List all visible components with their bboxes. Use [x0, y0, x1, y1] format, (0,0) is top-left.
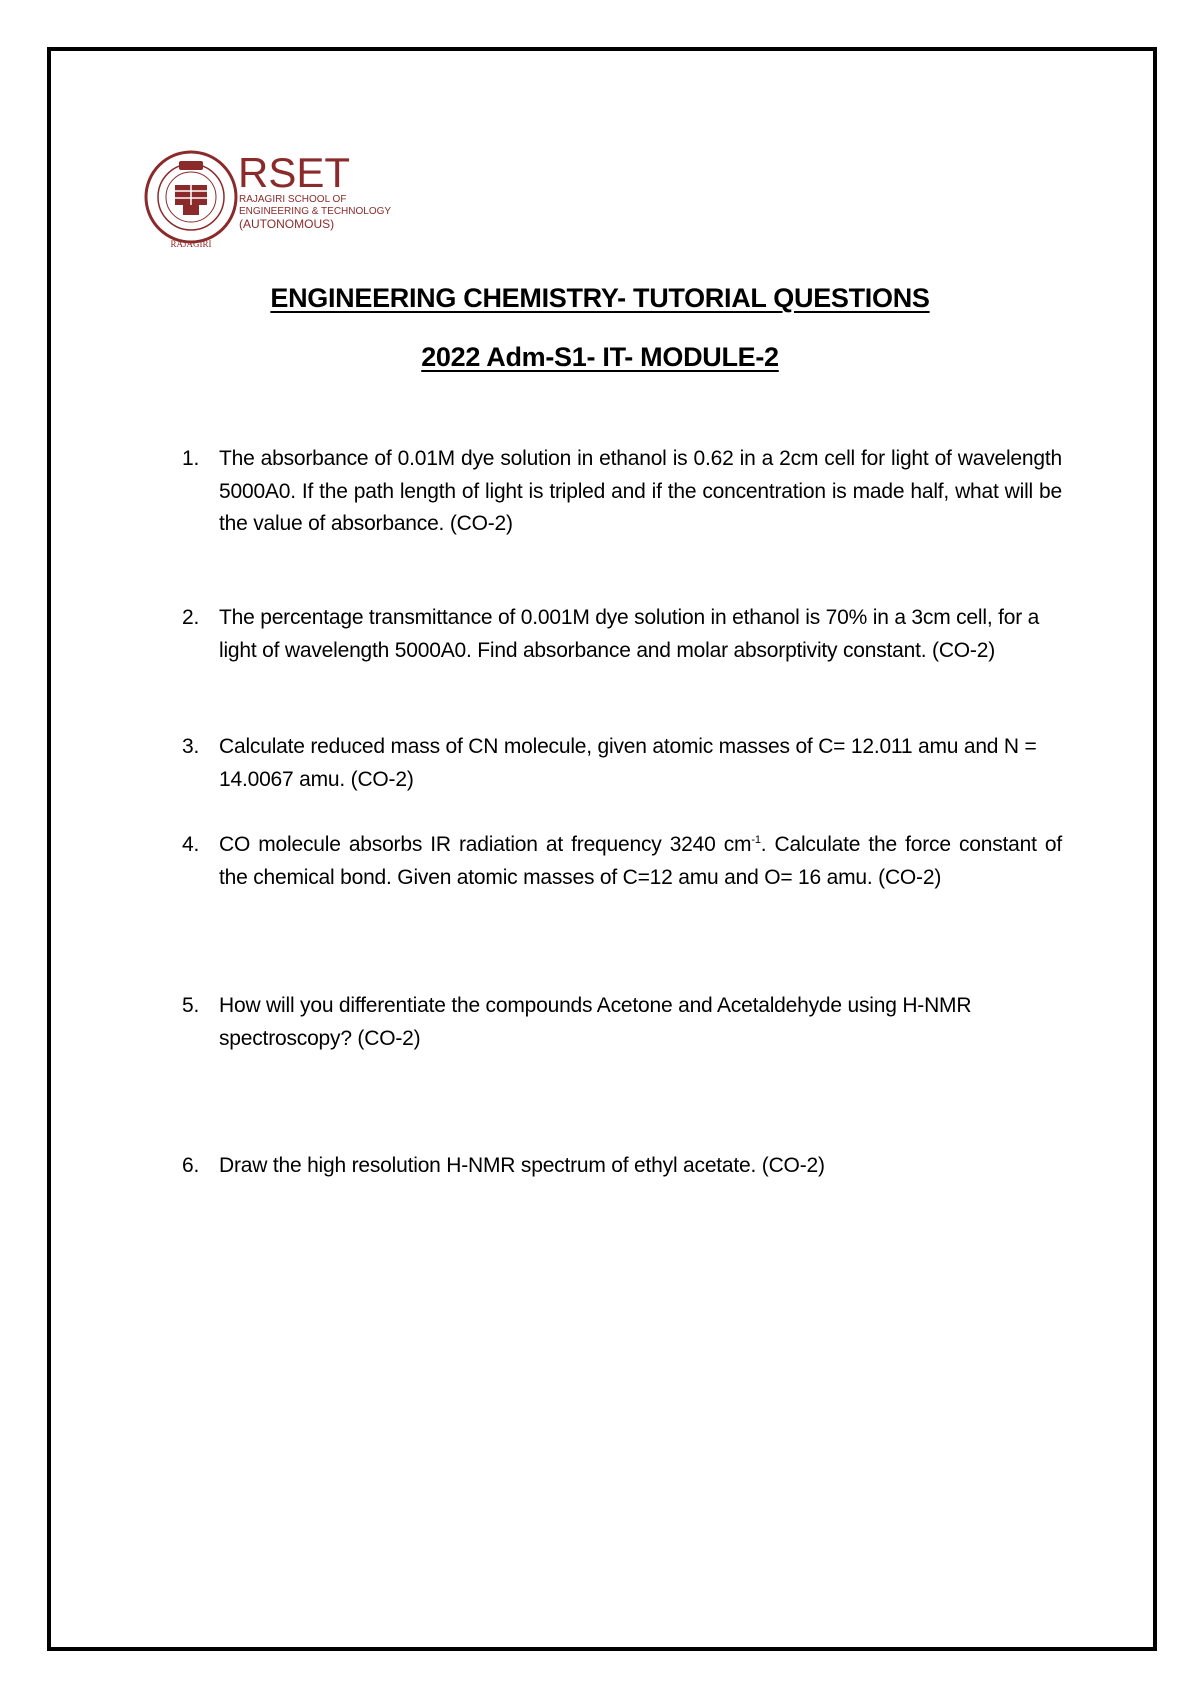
seal-text: RAJAGIRI: [170, 239, 212, 249]
question-text: The percentage transmittance of 0.001M dye solution in ethanol is 70% in a 3cm cell, for a light of wavelength 5000A0. Find absorbance and molar absorptivity constant. (CO-2): [219, 606, 1040, 662]
question-1: [182, 443, 1062, 541]
question-5: [182, 990, 1062, 1055]
question-number: 1.: [182, 447, 200, 470]
question-number: 3.: [182, 735, 200, 758]
question-number: 5.: [182, 994, 200, 1017]
question-text: The absorbance of 0.01M dye solution in ethanol is 0.62 in a 2cm cell for light of wavelength 5000A0. If the path length of light is tripled and if the concentration is made half, what will be the value of absorbance. (CO-2): [219, 447, 1062, 535]
superscript: -1: [751, 834, 761, 846]
logo-line-3: (AUTONOMOUS): [239, 217, 335, 231]
page-subtitle: 2022 Adm-S1- IT- MODULE-2: [421, 342, 779, 372]
logo-line-1: RAJAGIRI SCHOOL OF: [239, 194, 347, 205]
logo-name: RSET: [238, 149, 351, 196]
question-number: 2.: [182, 606, 200, 629]
question-text: How will you differentiate the compounds Acetone and Acetaldehyde using H-NMR spectroscopy? (CO-2): [219, 994, 972, 1050]
question-text: [219, 829, 1062, 894]
question-number: 6.: [182, 1154, 200, 1177]
question-text: Draw the high resolution H-NMR spectrum of ethyl acetate. (CO-2): [219, 1154, 825, 1177]
question-4: [182, 829, 1062, 894]
question-6: [182, 1150, 1062, 1183]
question-2: [182, 602, 1062, 667]
question-text-part: CO molecule absorbs IR radiation at frequency 3240 cm: [219, 833, 752, 856]
rset-seal-icon: [144, 147, 414, 255]
page-title: ENGINEERING CHEMISTRY- TUTORIAL QUESTIONS: [270, 283, 930, 313]
question-text: Calculate reduced mass of CN molecule, given atomic masses of C= 12.011 amu and N = 14.0067 amu. (CO-2): [219, 735, 1037, 791]
question-3: [182, 731, 1062, 796]
question-number: 4.: [182, 833, 200, 856]
logo-line-2: ENGINEERING & TECHNOLOGY: [239, 206, 392, 217]
question-text-part: . Calculate the force constant of the chemical bond. Given atomic masses of C=12 amu and O= 16 amu. (CO-2): [219, 833, 1062, 889]
rset-logo: [144, 147, 414, 255]
